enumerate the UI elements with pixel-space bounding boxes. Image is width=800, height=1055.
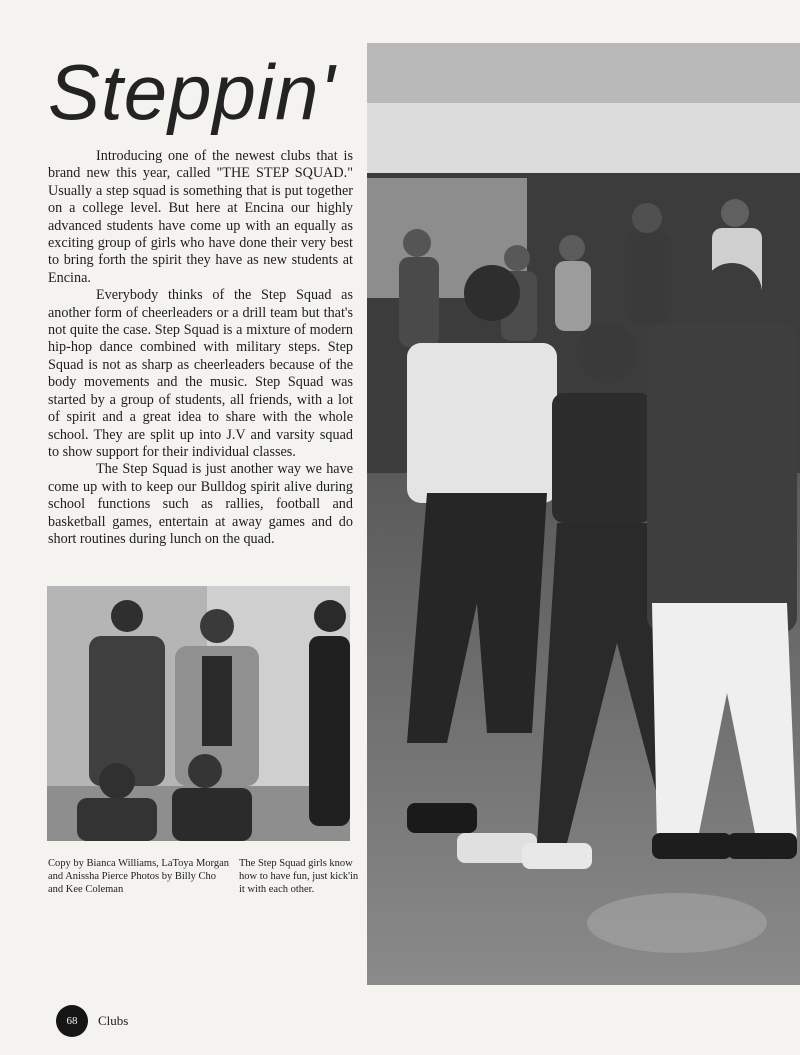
step-squad-performance-photo — [367, 43, 800, 985]
section-label: Clubs — [98, 1013, 129, 1028]
page-number-badge: 68 — [56, 1005, 88, 1037]
body-paragraph-2: Everybody thinks of the Step Squad as another form of cheerleaders or a drill team but that's not quite the case. Step Squad is a mixture of modern hip-hop dance combined with military steps. Step Squad is not as sharp as cheerleaders because of the body movements and the music. Step Squad was started by a group of students, all friends, with a lot of spirit and a great idea to share with the whole school. They are split up into J.V and varsity squad to show support for their individual classes. — [48, 287, 353, 460]
photo-credit: Copy by Bianca Williams, LaToya Morgan and Anissha Pierce Photos by Billy Cho and Kee Coleman — [48, 858, 230, 895]
photo-caption: The Step Squad girls know how to have fun, just kick'in it with each other. — [239, 858, 359, 895]
body-paragraph-1: Introducing one of the newest clubs that is brand new this year, called "THE STEP SQUAD." Usually a step squad is something that is put together on a college level. But here at Encina our highly advanced students have come up with an equally as exciting group of girls who have done their very best to bring forth the spirit they have as new students at Encina. — [48, 148, 353, 286]
step-squad-group-photo — [47, 586, 350, 841]
body-paragraph-3: The Step Squad is just another way we have come up with to keep our Bulldog spirit alive during school functions such as rallies, football and basketball games, entertain at away games and do short routines during lunch on the quad. — [48, 461, 353, 547]
page-footer — [56, 1004, 128, 1038]
article-body — [48, 148, 353, 548]
article-title: Steppin' — [48, 48, 336, 136]
